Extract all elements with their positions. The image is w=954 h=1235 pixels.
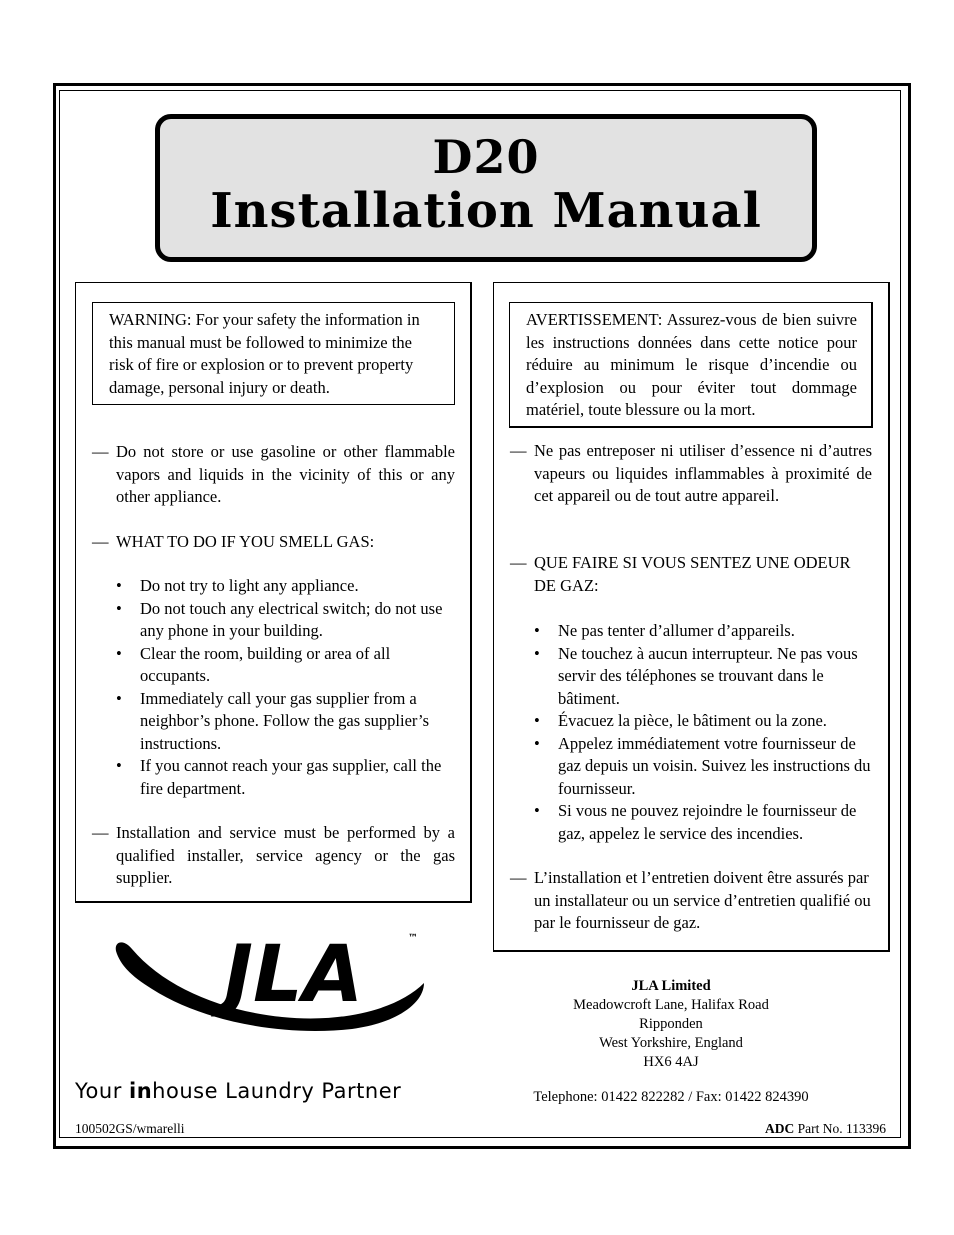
english-item-smell-gas [92, 531, 455, 554]
list-item: • If you cannot reach your gas supplier, call the fire department. [116, 756, 442, 798]
dash-marker: — [510, 441, 527, 460]
english-warning-box: WARNING: For your safety the information in this manual must be followed to minimize the risk of fire or explosion or to prevent property damage, personal injury or death. [92, 302, 455, 405]
address-line: West Yorkshire, England [599, 1035, 743, 1051]
french-item-smell-gas-text: QUE FAIRE SI VOUS SENTEZ UNE ODEUR DE GAZ: [534, 553, 851, 595]
english-item-smell-gas-text: WHAT TO DO IF YOU SMELL GAS: [116, 532, 375, 551]
part-number: ADC Part No. 113396 [765, 1121, 886, 1136]
address-line: Ripponden [639, 1016, 703, 1032]
list-item: • Clear the room, building or area of all occupants. [116, 643, 391, 685]
french-warning-box: AVERTISSEMENT: Assurez-vous de bien suivre les instructions données dans cette notice pour réduire au minimum le risque d’incendie ou d’explosion ou pour éviter tout dommage matériel, toute blessure ou la mort. [509, 302, 873, 428]
logo-wordmark: JLA [224, 930, 364, 1020]
english-safety-panel [75, 282, 472, 903]
company-address [500, 977, 842, 1072]
bullet-marker: • [534, 621, 540, 640]
english-item-installation-text: Installation and service must be performed by a qualified installer, service agency or the gas supplier. [116, 823, 455, 887]
list-item: • Ne touchez à aucun interrupteur. Ne pas vous servir des téléphones se trouvant dans le bâtiment. [534, 643, 858, 708]
address-line: HX6 4AJ [643, 1054, 699, 1070]
french-safety-panel [493, 282, 890, 952]
dash-marker: — [92, 823, 109, 842]
french-item-installation-text: L’installation et l’entretien doivent être assurés par un installateur ou un service d’entretien qualifié ou par le fournisseur de gaz. [534, 868, 871, 932]
english-item-storage [92, 441, 455, 509]
english-bullet-list [116, 575, 456, 800]
dash-marker: — [510, 553, 527, 572]
french-item-installation [510, 867, 872, 935]
bullet-marker: • [534, 643, 540, 663]
bullet-marker: • [116, 576, 122, 595]
list-item: • Évacuez la pièce, le bâtiment ou la zone. [534, 710, 872, 733]
dash-marker: — [510, 868, 527, 887]
english-item-installation [92, 822, 455, 890]
list-item: • Do not try to light any appliance. [116, 575, 456, 598]
list-item: • Si vous ne pouvez rejoindre le fournisseur de gaz, appelez le service des incendies. [534, 801, 857, 843]
title-box [155, 114, 817, 262]
company-name: JLA Limited [631, 978, 711, 994]
trademark-symbol: ™ [408, 933, 418, 944]
document-code: 100502GS/wmarelli [75, 1121, 185, 1136]
dash-marker: — [92, 532, 109, 551]
french-item-smell-gas [510, 552, 872, 597]
title-model: D20 [432, 130, 540, 184]
bullet-marker: • [116, 756, 122, 775]
bullet-marker: • [116, 598, 122, 618]
list-item: • Ne pas tenter d’allumer d’appareils. [534, 620, 872, 643]
bullet-marker: • [116, 688, 122, 708]
company-phone: Telephone: 01422 822282 / Fax: 01422 824390 [533, 1089, 809, 1105]
list-item: • Do not touch any electrical switch; do not use any phone in your building. [116, 598, 443, 640]
french-item-storage-text: Ne pas entreposer ni utiliser d’essence ni d’autres vapeurs ou liquides inflammables à proximité de cet appareil ou de tout autre appareil. [534, 441, 872, 505]
bullet-marker: • [534, 711, 540, 730]
list-item: • Immediately call your gas supplier from a neighbor’s phone. Follow the gas supplier’s instructions. [116, 688, 430, 753]
dash-marker: — [92, 442, 109, 461]
title-document: Installation Manual [210, 183, 762, 239]
bullet-marker: • [116, 643, 122, 663]
address-line: Meadowcroft Lane, Halifax Road [573, 997, 769, 1013]
bullet-marker: • [534, 733, 540, 753]
french-bullet-list [534, 620, 872, 845]
bullet-marker: • [534, 801, 540, 820]
french-item-storage [510, 440, 872, 508]
english-item-storage-text: Do not store or use gasoline or other flammable vapors and liquids in the vicinity of this or any other appliance. [116, 442, 455, 506]
list-item: • Appelez immédiatement votre fournisseur de gaz depuis un voisin. Suivez les instructions du fournisseur. [534, 733, 871, 798]
logo-tagline: Your inhouse Laundry Partner [75, 1079, 402, 1103]
jla-logo [112, 925, 442, 1040]
